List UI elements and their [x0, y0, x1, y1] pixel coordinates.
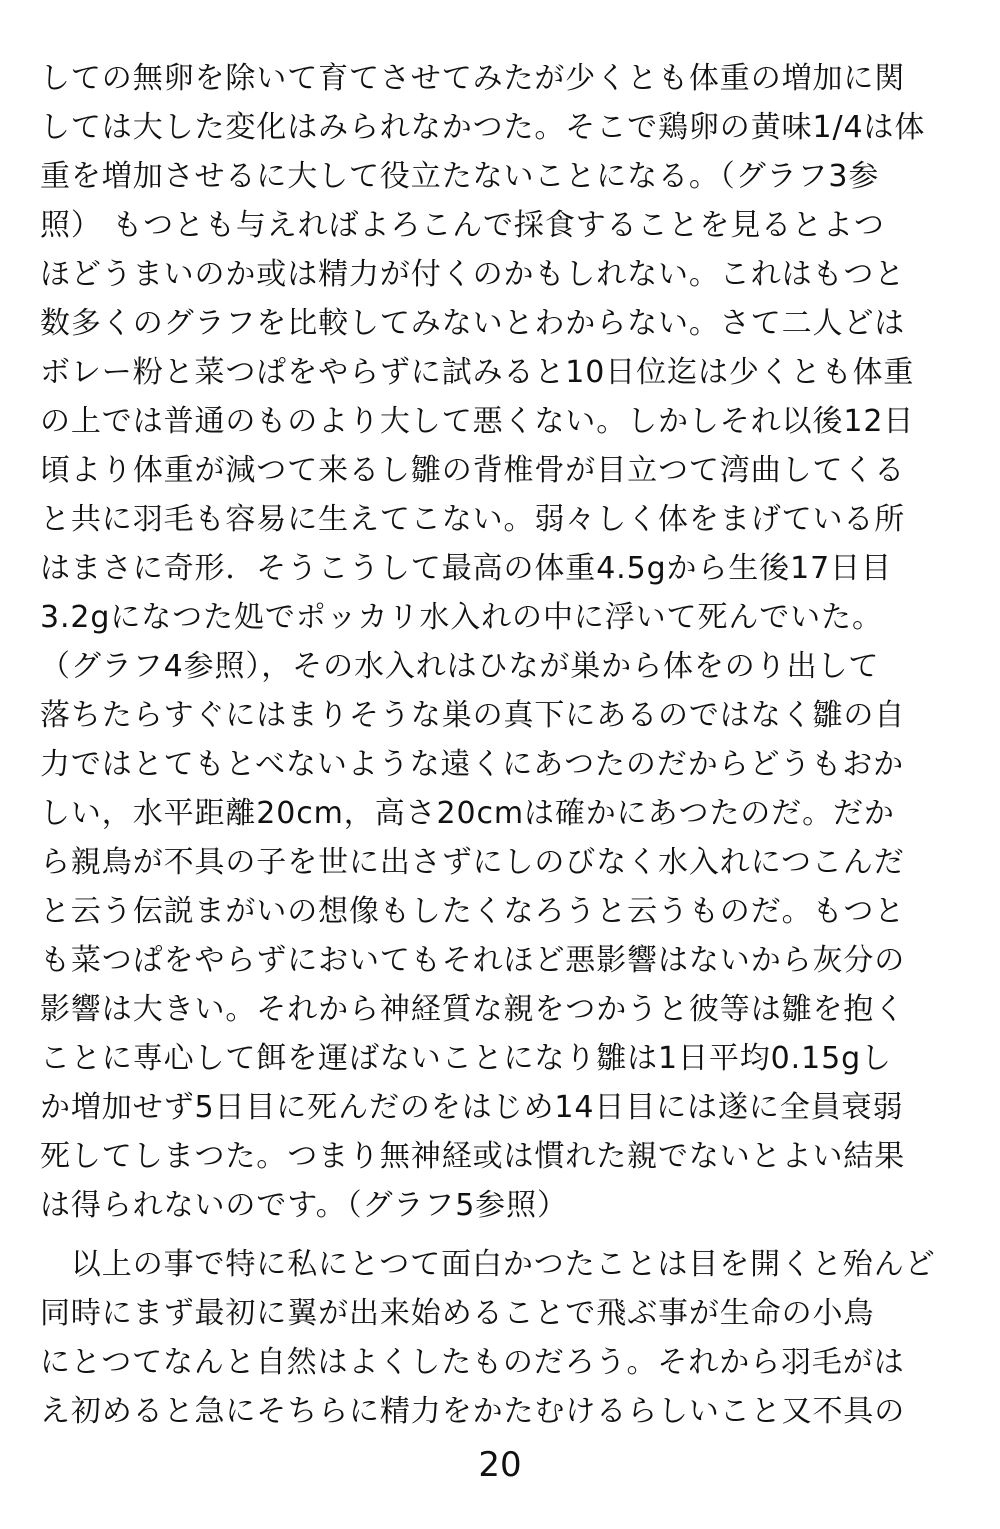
text-line: 重を増加させるに大して役立たないことになる。（グラフ3参	[40, 159, 880, 194]
text-line: か増加せず5日目に死んだのをはじめ14日目には遂に全員衰弱	[40, 1090, 904, 1125]
text-line: しい，水平距離20cm，高さ20cmは確かにあつたのだ。だか	[40, 796, 895, 831]
text-line: ら親鳥が不具の子を世に出さずにしのびなく水入れにつこんだ	[40, 845, 905, 880]
text-line: は得られないのです。（グラフ5参照）	[40, 1188, 568, 1223]
text-line: （グラフ4参照），その水入れはひなが巣から体をのり出して	[40, 649, 880, 684]
text-line: はまさに奇形．そうこうして最高の体重4.5gから生後17日目	[40, 551, 892, 586]
text-line: え初めると急にそちらに精力をかたむけるらしいこと又不具の	[40, 1394, 906, 1429]
text-line: にとつてなんと自然はよくしたものだろう。それから羽毛がは	[40, 1345, 905, 1380]
page-number: 20	[478, 1445, 522, 1485]
text-line: 数多くのグラフを比較してみないとわからない。さて二人どは	[40, 306, 906, 341]
text-line: 3.2gになつた処でポッカリ水入れの中に浮いて死んでいた。	[40, 600, 883, 635]
text-line: 頃より体重が減つて来るし雛の背椎骨が目立つて湾曲してくる	[40, 453, 906, 488]
text-line: と共に羽毛も容易に生えてこない。弱々しく体をまげている所	[40, 502, 906, 537]
text-line: ほどうまいのか或は精力が付くのかもしれない。これはもつと	[40, 257, 906, 292]
text-line: と云う伝説まがいの想像もしたくなろうと云うものだ。もつと	[40, 894, 906, 929]
text-line: 力ではとてもとべないような遠くにあつたのだからどうもおか	[40, 747, 904, 782]
text-line: 以上の事で特に私にとつて面白かつたことは目を開くと殆んど	[40, 1247, 936, 1282]
text-line: 照） もつとも与えればよろこんで採食することを見るとよつ	[40, 208, 885, 243]
text-line: 落ちたらすぐにはまりそうな巣の真下にあるのではなく雛の自	[40, 698, 906, 733]
text-line: 影響は大きい。それから神経質な親をつかうと彼等は雛を抱く	[40, 992, 906, 1027]
text-line: 同時にまず最初に翼が出来始めることで飛ぶ事が生命の小鳥	[40, 1296, 875, 1331]
text-line: も菜つぱをやらずにおいてもそれほど悪影響はないから灰分の	[40, 943, 906, 978]
text-line: しては大した変化はみられなかつた。そこで鶏卵の黄味1/4は体	[40, 110, 926, 145]
text-line: ボレー粉と菜つぱをやらずに試みると10日位迄は少くとも体重	[40, 355, 915, 390]
text-line: ことに専心して餌を運ばないことになり雛は1日平均0.15gし	[40, 1041, 892, 1076]
text-line: しての無卵を除いて育てさせてみたが少くとも体重の増加に関	[40, 61, 906, 96]
text-line: 死してしまつた。つまり無神経或は慣れた親でないとよい結果	[40, 1139, 906, 1174]
text-line: の上では普通のものより大して悪くない。しかしそれ以後12日	[40, 404, 915, 439]
